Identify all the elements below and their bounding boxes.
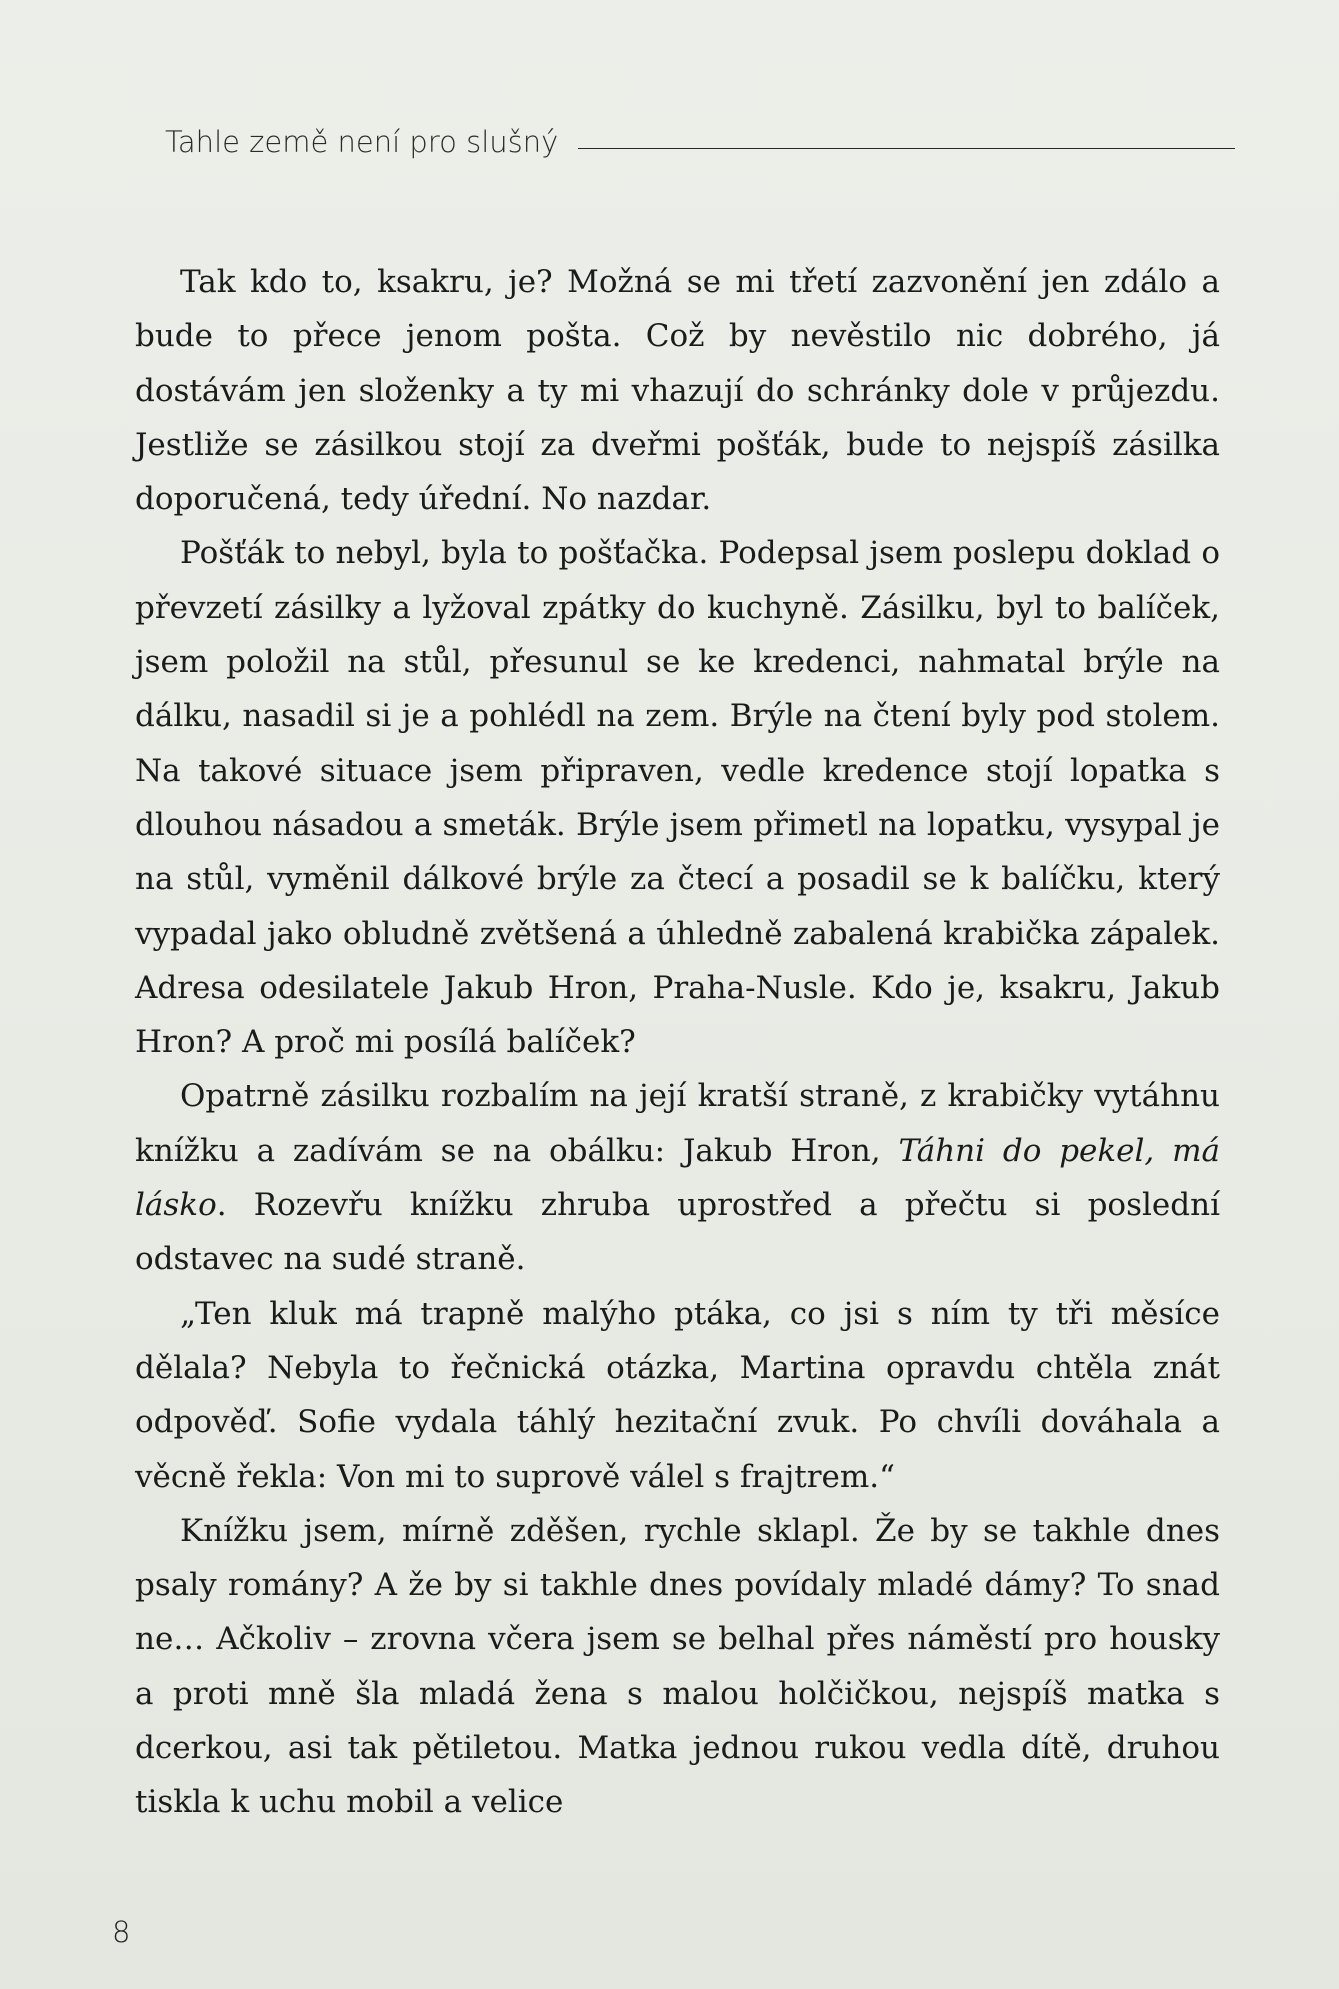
paragraph-1: Tak kdo to, ksakru, je? Možná se mi třetí zazvonění jen zdálo a bude to přece jenom pošta. Což by nevěstilo nic dobrého, já dostávám jen složenky a ty mi vhazují do schránky dole v průjezdu. Jestliže se zásilkou stojí za dveřmi pošťák, bude to nejspíš zásilka doporučená, tedy úřední. No nazdar. bbox=[135, 264, 1220, 518]
page-number: 8 bbox=[112, 1915, 131, 1949]
header-rule bbox=[578, 148, 1235, 149]
paragraph-4: „Ten kluk má trapně malýho ptáka, co jsi s ním ty tři měsíce dělala? Nebyla to řečnická otázka, Martina opravdu chtěla znát odpověď. Sofie vydala táhlý hezitační zvuk. Po chvíli dováhala a věcně řekla: Von mi to suprově válel s frajtrem.“ bbox=[135, 1295, 1220, 1495]
paragraph-3 bbox=[135, 1069, 1220, 1286]
running-title: Tahle země není pro slušný bbox=[165, 125, 559, 159]
body-text bbox=[135, 255, 1220, 1830]
paragraph-3-start: Opatrně zásilku rozbalím na její kratší straně, z krabičky vytáhnu knížku a zadívám se na obálku: Jakub Hron, bbox=[135, 1078, 1220, 1169]
book-title-italic: Táhni do pekel, má lásko bbox=[135, 1132, 1220, 1224]
paragraph-3-end: . Rozevřu knížku zhruba uprostřed a přečtu si poslední odstavec na sudé straně. bbox=[135, 1187, 1220, 1278]
paragraph-2: Pošťák to nebyl, byla to pošťačka. Podepsal jsem poslepu doklad o převzetí zásilky a lyžoval zpátky do kuchyně. Zásilku, byl to balíček, jsem položil na stůl, přesunul se ke kredenci, nahmatal brýle na dálku, nasadil si je a pohlédl na zem. Brýle na čtení byly pod stolem. Na takové situace jsem připraven, vedle kredence stojí lopatka s dlouhou násadou a smeták. Brýle jsem přimetl na lopatku, vysypal je na stůl, vyměnil dálkové brýle za čtecí a posadil se k balíčku, který vypadal jako obludně zvětšená a úhledně zabalená krabička zápalek. Adresa odesilatele Jakub Hron, Praha-Nusle. Kdo je, ksakru, Jakub Hron? A proč mi posílá balíček? bbox=[135, 535, 1220, 1061]
paragraph-5: Knížku jsem, mírně zděšen, rychle sklapl. Že by se takhle dnes psaly romány? A že by si takhle dnes povídaly mladé dámy? To snad ne… Ačkoliv – zrovna včera jsem se belhal přes náměstí pro housky a proti mně šla mladá žena s malou holčičkou, nejspíš matka s dcerkou, asi tak pětiletou. Matka jednou rukou vedla dítě, druhou tiskla k uchu mobil a velice bbox=[135, 1512, 1220, 1821]
running-head bbox=[165, 122, 1235, 162]
